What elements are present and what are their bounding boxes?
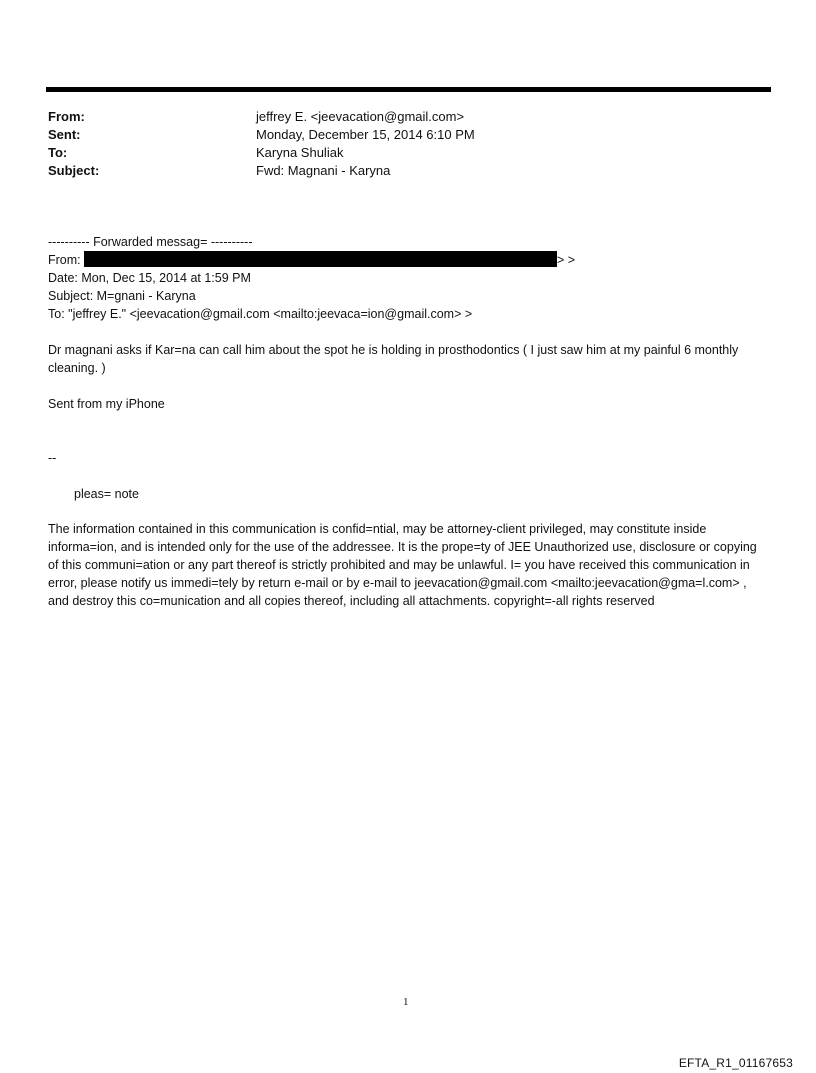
forwarded-from-suffix: > >	[557, 253, 576, 267]
signature: Sent from my iPhone	[48, 397, 165, 411]
forwarded-subject: Subject: M=gnani - Karyna	[48, 289, 196, 303]
message-body: Dr magnani asks if Kar=na can call him about the spot he is holding in prosthodontics ( I just saw him at my painful 6 monthly cleaning. )	[48, 343, 739, 375]
please-note: pleas= note	[74, 487, 139, 501]
to-label: To:	[48, 145, 68, 160]
forwarded-from-label: From:	[48, 253, 81, 267]
sent-value: Monday, December 15, 2014 6:10 PM	[256, 127, 475, 142]
page-number: 1	[403, 996, 409, 1008]
signature-dash: --	[48, 451, 57, 465]
subject-label: Subject:	[48, 163, 100, 178]
sent-label: Sent:	[48, 127, 81, 142]
disclaimer: The information contained in this communication is confid=ntial, may be attorney-client privileged, may constitute inside informa=ion, and is intended only for the use of the addressee. It is the prope=ty of JEE Unauthorized use, disclosure or copying of this communi=ation or any part thereof is strictly prohibited and may be unlawful. I= you have received this communication in error, please notify us immedi=tely by return e-mail or by e-mail to jeevacation@gmail.com <mailto:jeevacation@gma=l.com> , and destroy this co=munication and all copies thereof, including all attachments. copyright=-all rights reserved	[48, 522, 757, 608]
from-value: jeffrey E. <jeevacation@gmail.com>	[256, 109, 465, 124]
document-id: EFTA_R1_01167653	[678, 1056, 793, 1070]
to-value: Karyna Shuliak	[256, 145, 344, 160]
from-label: From:	[48, 109, 85, 124]
forwarded-to: To: "jeffrey E." <jeevacation@gmail.com <mailto:jeevaca=ion@gmail.com> >	[48, 307, 473, 321]
forwarded-date: Date: Mon, Dec 15, 2014 at 1:59 PM	[48, 271, 251, 285]
subject-value: Fwd: Magnani - Karyna	[256, 163, 391, 178]
forwarded-separator: ---------- Forwarded messag= ----------	[48, 235, 253, 249]
redaction-bar	[84, 251, 557, 267]
header-rule	[46, 87, 771, 92]
